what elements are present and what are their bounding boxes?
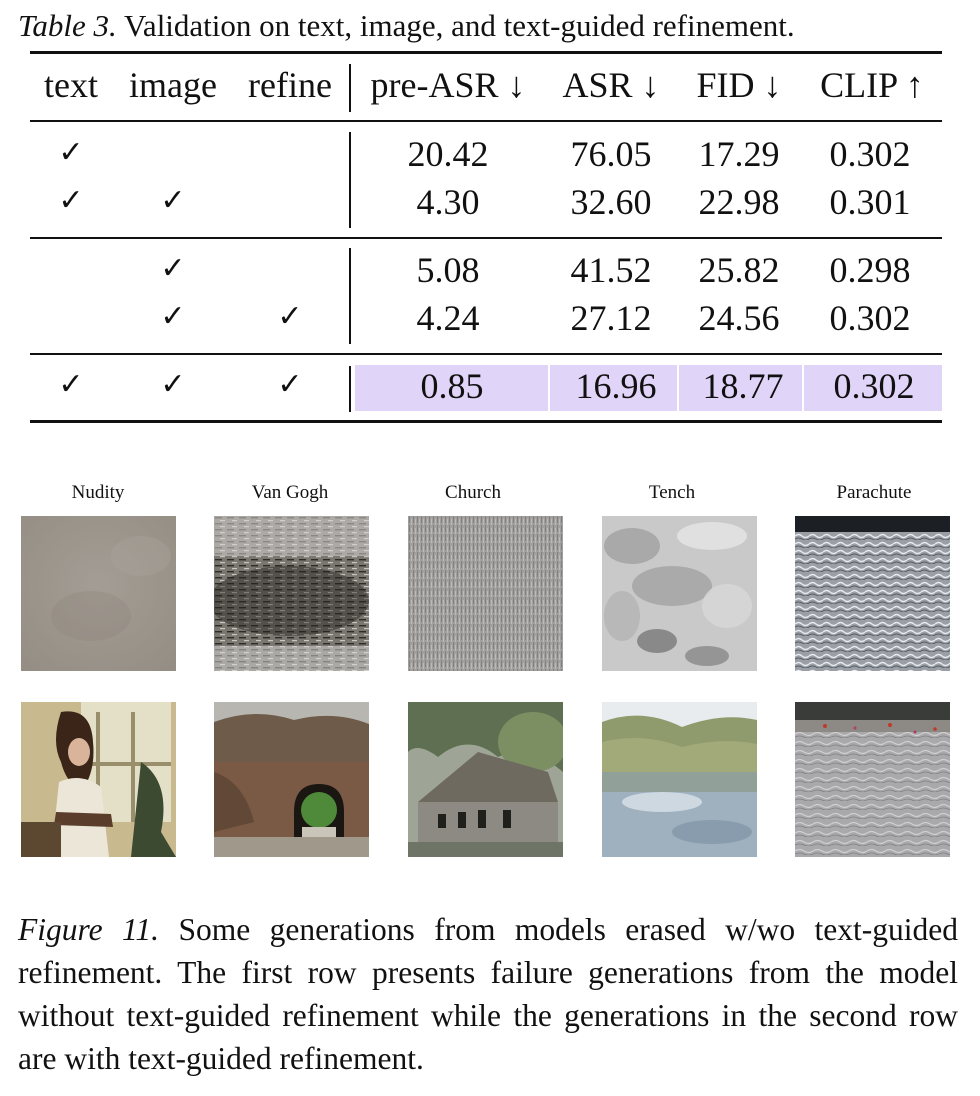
row1-pre-asr: 20.42 <box>407 134 489 174</box>
table-caption-label: Table 3. <box>18 8 117 43</box>
table-caption <box>18 8 795 44</box>
row1-clip: 0.302 <box>829 134 911 174</box>
row1-asr: 76.05 <box>570 134 652 174</box>
table-top-rule <box>30 51 942 54</box>
row4-fid: 24.56 <box>698 298 780 338</box>
row5-clip: 0.302 <box>833 366 915 406</box>
header-text: text <box>44 65 98 105</box>
check-mark: ✓ <box>58 135 84 170</box>
header-asr: ASR ↓ <box>562 65 660 105</box>
check-mark: ✓ <box>58 367 84 402</box>
check-mark: ✓ <box>160 299 186 334</box>
check-mark: ✓ <box>160 367 186 402</box>
highlight-separator <box>677 365 679 411</box>
check-mark: ✓ <box>160 251 186 286</box>
row2-pre-asr: 4.30 <box>416 182 480 222</box>
church-failure-image <box>408 516 563 671</box>
row5-pre-asr: 0.85 <box>420 366 484 406</box>
table-group-rule-1 <box>30 237 942 239</box>
tench-refined-image <box>602 702 757 857</box>
row3-clip: 0.298 <box>829 250 911 290</box>
table-column-separator <box>349 64 351 112</box>
header-image: image <box>129 65 217 105</box>
figure-caption-label: Figure 11. <box>18 912 160 947</box>
check-mark: ✓ <box>160 183 186 218</box>
header-fid: FID ↓ <box>696 65 782 105</box>
table-header-rule <box>30 120 942 122</box>
row3-fid: 25.82 <box>698 250 780 290</box>
figure-column-title: Tench <box>648 482 696 503</box>
highlight-separator <box>802 365 804 411</box>
header-refine: refine <box>248 65 332 105</box>
table-column-separator <box>349 366 351 412</box>
parachute-failure-image <box>795 516 950 671</box>
row2-fid: 22.98 <box>698 182 780 222</box>
parachute-refined-image <box>795 702 950 857</box>
row2-clip: 0.301 <box>829 182 911 222</box>
header-pre-asr: pre-ASR ↓ <box>370 65 526 105</box>
figure-column-title: Parachute <box>836 482 912 503</box>
table-group-rule-2 <box>30 353 942 355</box>
row4-pre-asr: 4.24 <box>416 298 480 338</box>
figure-column-title: Nudity <box>71 482 125 503</box>
row5-asr: 16.96 <box>575 366 657 406</box>
table-caption-text: Validation on text, image, and text-guided refinement. <box>123 8 795 43</box>
figure-caption <box>18 908 958 1080</box>
table-column-separator <box>349 248 351 344</box>
nudity-failure-image <box>21 516 176 671</box>
row4-clip: 0.302 <box>829 298 911 338</box>
row5-fid: 18.77 <box>702 366 784 406</box>
church-refined-image <box>408 702 563 857</box>
check-mark: ✓ <box>277 367 303 402</box>
row3-asr: 41.52 <box>570 250 652 290</box>
row4-asr: 27.12 <box>570 298 652 338</box>
header-clip: CLIP ↑ <box>820 65 924 105</box>
check-mark: ✓ <box>277 299 303 334</box>
row1-fid: 17.29 <box>698 134 780 174</box>
check-mark: ✓ <box>58 183 84 218</box>
row3-pre-asr: 5.08 <box>416 250 480 290</box>
figure-caption-text: Some generations from models erased w/wo text-guided refinement. The first row presents failure generations from the model without text-guided refinement while the generations in the second row are with text-guided refinement. <box>18 912 958 1076</box>
van-gogh-failure-image <box>214 516 369 671</box>
figure-column-title: Van Gogh <box>251 482 329 503</box>
table-bottom-rule <box>30 420 942 423</box>
figure-column-title: Church <box>445 482 501 503</box>
row2-asr: 32.60 <box>570 182 652 222</box>
tench-failure-image <box>602 516 757 671</box>
nudity-refined-image <box>21 702 176 857</box>
highlight-separator <box>548 365 550 411</box>
van-gogh-refined-image <box>214 702 369 857</box>
table-column-separator <box>349 132 351 228</box>
